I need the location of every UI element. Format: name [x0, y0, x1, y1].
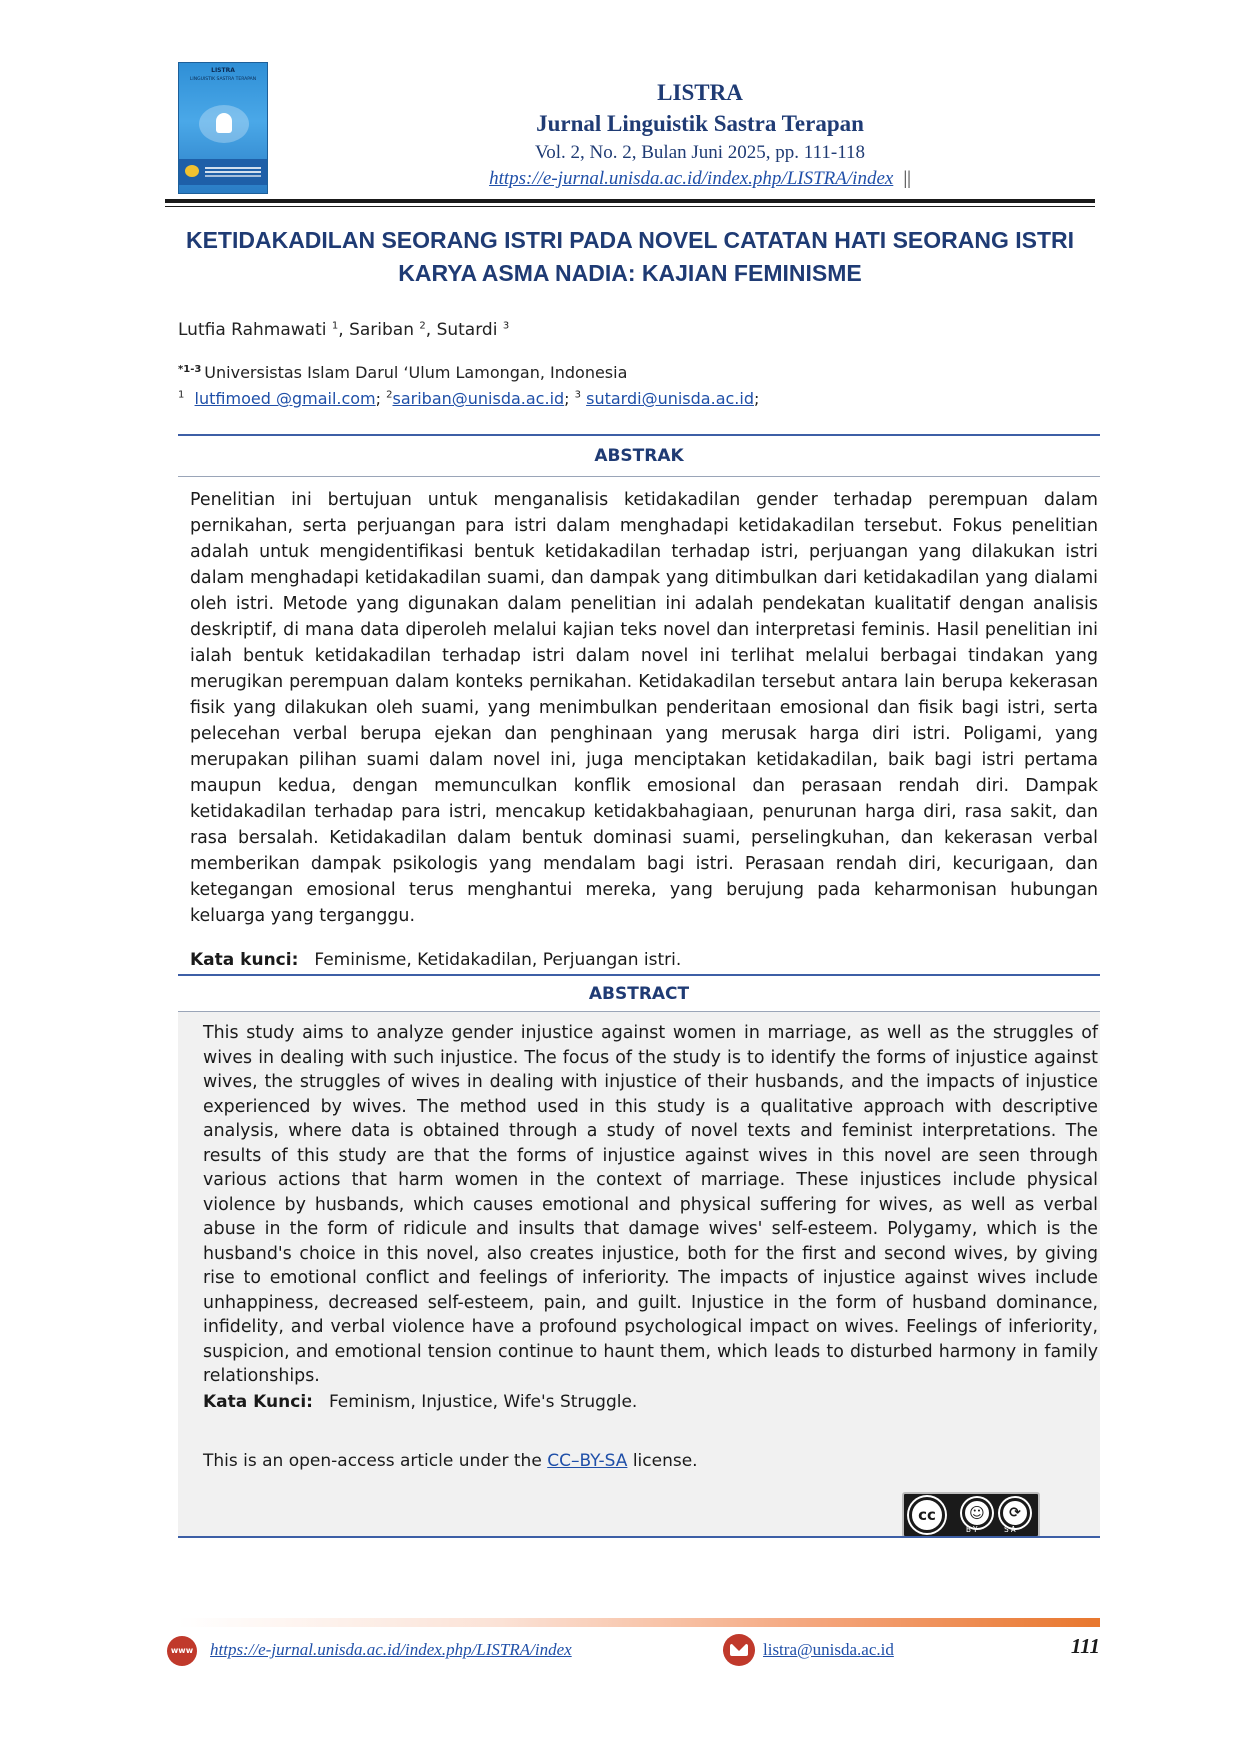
author-list: Lutfia Rahmawati $^1$, Sariban $^2$, Sutardi $^3$ [178, 320, 510, 340]
cc-by-sa-badge[interactable] [902, 1492, 1040, 1538]
cover-subtitle: LINGUISTIK SASTRA TERAPAN [189, 77, 257, 82]
abstract-text: This study aims to analyze gender injustice against women in marriage, as well as the struggles of wives in dealing with such injustice. The focus of the study is to identify the forms of injustice against wives, the struggles of wives in dealing with injustice of their husbands, and the impacts of injustice experienced by wives. The method used in this study is a qualitative approach with descriptive analysis, where data is obtained through a study of novel texts and feminist interpretations. The results of this study are that the forms of injustice against wives in this novel are seen through various actions that harm women in the context of marriage. These injustices include physical violence by husbands, which causes emotional and physical suffering for wives, as well as verbal abuse in the form of ridicule and insults that damage wives' self-esteem. Polygamy, which is the husband's choice in this novel, also creates injustice, both for the first and second wives, by giving rise to emotional conflict and feelings of inferiority. The impacts of injustice against wives include unhappiness, decreased self-esteem, pain, and guilt. Injustice in the form of husband dominance, infidelity, and verbal violence have a profound psychological impact on wives. Feelings of inferiority, suspicion, and emotional tension continue to haunt them, which leads to disturbed harmony in family relationships. [203, 1023, 1098, 1386]
abstrak-top-rule [178, 434, 1100, 436]
journal-url-link[interactable]: https://e-jurnal.unisda.ac.id/index.php/LISTRA/index [489, 168, 894, 189]
abstract-top-rule [178, 974, 1100, 976]
author-name: Sutardi [436, 320, 498, 340]
abstrak-keywords [190, 950, 681, 970]
article-title: KETIDAKADILAN SEORANG ISTRI PADA NOVEL CATATAN HATI SEORANG ISTRI KARYA ASMA NADIA: KAJIAN FEMINISME [185, 227, 1075, 286]
author-sup: 1 [331, 320, 339, 332]
abstract-heading: ABSTRACT [588, 984, 690, 1004]
email-sup: 3 [574, 389, 582, 401]
header-separator: || [903, 168, 911, 189]
keywords-label: Kata kunci: [190, 950, 299, 970]
www-globe-icon: www [167, 1636, 197, 1666]
author-sup: 3 [502, 320, 510, 332]
affiliation-mark: *1-3 [178, 363, 202, 375]
email-sup: 2 [386, 389, 393, 401]
keywords-value: Feminisme, Ketidakadilan, Perjuangan istri. [314, 950, 682, 970]
author-sup: 2 [419, 320, 426, 332]
keywords-value: Feminism, Injustice, Wife's Struggle. [328, 1392, 638, 1412]
cover-title: LISTRA [211, 67, 235, 74]
footer-url [210, 1640, 572, 1660]
cover-graphic-icon [199, 105, 249, 143]
abstract-heading-rule [178, 1011, 1100, 1012]
email-link[interactable]: sutardi@unisda.ac.id [586, 389, 754, 408]
email-list: $^1$ lutfimoed @gmail.com; $^2$sariban@unisda.ac.id; $^3$ sutardi@unisda.ac.id; [178, 389, 760, 408]
email-sup: 1 [178, 389, 185, 401]
journal-name: LISTRA [657, 80, 743, 105]
abstrak-heading-rule [178, 476, 1100, 477]
mail-icon [723, 1634, 755, 1666]
author-name: Sariban [349, 320, 414, 340]
license-prefix: This is an open-access article under the [203, 1451, 542, 1471]
journal-volume: Vol. 2, No. 2, Bulan Juni 2025, pp. 111-118 [534, 142, 866, 163]
email-link[interactable]: sariban@unisda.ac.id [392, 389, 565, 408]
affiliation [178, 363, 627, 382]
author-name: Lutfia Rahmawati [178, 320, 327, 340]
abstrak-heading: ABSTRAK [594, 446, 684, 466]
license-suffix: license. [632, 1451, 698, 1471]
license-link[interactable]: CC–BY-SA [547, 1451, 628, 1471]
journal-full-name: Jurnal Linguistik Sastra Terapan [536, 111, 864, 136]
abstract-bottom-rule [178, 1536, 1100, 1538]
badge-by-label: BY [966, 1525, 980, 1534]
footer-email [763, 1640, 894, 1660]
cover-band [179, 159, 267, 185]
person-icon: ☺ [962, 1498, 992, 1528]
footer-url-link[interactable]: https://e-jurnal.unisda.ac.id/index.php/LISTRA/index [210, 1640, 572, 1659]
header-rule-thick [165, 199, 1095, 203]
email-link[interactable]: lutfimoed @gmail.com [194, 389, 376, 408]
creative-commons-icon: cc [909, 1497, 945, 1533]
page-number: 111 [1070, 1634, 1100, 1658]
share-alike-icon: ⟳ [1000, 1498, 1030, 1528]
license-statement [203, 1451, 698, 1471]
keywords-label: Kata Kunci: [203, 1392, 313, 1412]
header-rule-thin [165, 206, 1095, 207]
journal-url-line [300, 168, 1100, 190]
affiliation-text: Universistas Islam Darul ‘Ulum Lamongan, Indonesia [204, 363, 628, 382]
abstract-keywords [203, 1392, 637, 1412]
abstrak-text: Penelitian ini bertujuan untuk menganalisis ketidakadilan gender terhadap perempuan dalam pernikahan, serta perjuangan para istri dalam menghadapi ketidakadilan tersebut. Fokus penelitian adalah untuk mengidentifikasi bentuk ketidakadilan terhadap istri, perjuangan yang dilakukan istri dalam menghadapi ketidakadilan suami, dan dampak yang ditimbulkan dari ketidakadilan yang dialami oleh istri. Metode yang digunakan dalam penelitian ini adalah pendekatan kualitatif dengan analisis deskriptif, di mana data diperoleh melalui kajian teks novel dan interpretasi feminis. Hasil penelitian ini ialah bentuk ketidakadilan terhadap istri dalam novel ini terlihat melalui berbagai tindakan yang merugikan perempuan dalam konteks pernikahan. Ketidakadilan tersebut antara lain berupa kekerasan fisik yang dilakukan oleh suami, yang menimbulkan penderitaan emosional dan fisik bagi istri, serta pelecehan verbal berupa ejekan dan penghinaan yang merusak harga diri istri. Poligami, yang merupakan pilihan suami dalam novel ini, juga menciptakan ketidakadilan, baik bagi istri pertama maupun kedua, dengan memunculkan konflik emosional dan perasaan rendah diri. Dampak ketidakadilan terhadap para istri, mencakup ketidakbahagiaan, penurunan harga diri, rasa sakit, dan rasa bersalah. Ketidakadilan dalam bentuk dominasi suami, perselingkuhan, dan kekerasan verbal memberikan dampak psikologis yang mendalam bagi istri. Perasaan rendah diri, kecurigaan, dan ketegangan emosional terus menghantui mereka, yang berujung pada keharmonisan hubungan keluarga yang terganggu. [190, 490, 1098, 926]
journal-cover-image [178, 62, 268, 194]
footer-email-link[interactable]: listra@unisda.ac.id [763, 1640, 894, 1659]
footer-accent-bar [178, 1618, 1100, 1627]
badge-sa-label: SA [1004, 1525, 1018, 1534]
